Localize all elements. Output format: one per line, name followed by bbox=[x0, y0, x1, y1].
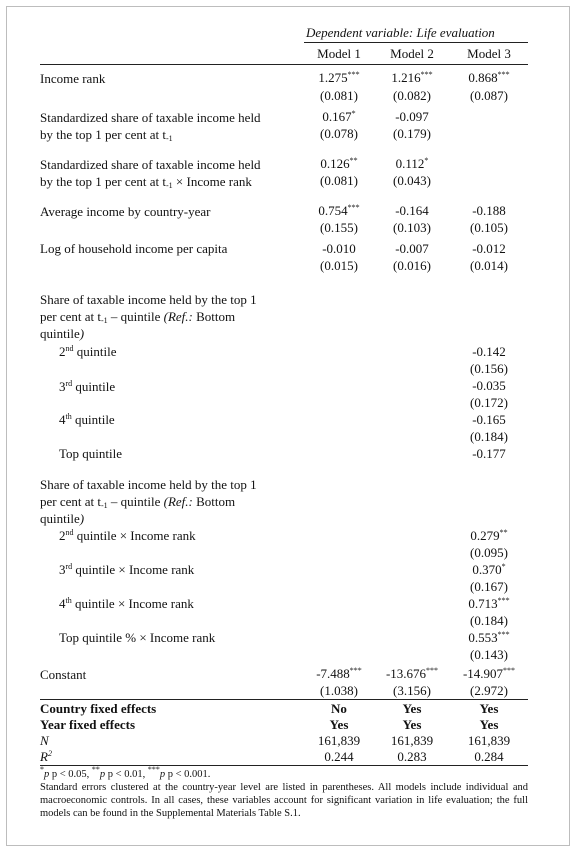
se-constant-m3: (2.972) bbox=[470, 683, 508, 698]
row-label-q4: 4th quintile bbox=[59, 412, 115, 427]
cell-r2-m2: 0.283 bbox=[397, 749, 427, 764]
se-income-rank-m1: (0.081) bbox=[320, 88, 358, 103]
cell-avg-income-m2: -0.164 bbox=[395, 203, 429, 218]
bottom-rule bbox=[40, 765, 528, 766]
se-log-hh-m1: (0.015) bbox=[320, 258, 358, 273]
cell-std-share-m1: 0.167* bbox=[322, 109, 356, 124]
model1-header: Model 1 bbox=[317, 46, 361, 61]
se-log-hh-m2: (0.016) bbox=[393, 258, 431, 273]
row-label-log-hh-income: Log of household income per capita bbox=[40, 241, 228, 256]
row-label-std-share-x-line2: by the top 1 per cent at $t_{-1}$ × Income rank bbox=[40, 174, 252, 190]
se-std-share-x-m2: (0.043) bbox=[393, 173, 431, 188]
row-label-constant: Constant bbox=[40, 667, 87, 682]
cell-q3-x-m3: 0.370* bbox=[472, 562, 506, 577]
cell-top-quintile-m3: -0.177 bbox=[472, 446, 506, 461]
quintile-block1-line3: quintile) bbox=[40, 326, 85, 341]
row-label-q2: 2nd quintile bbox=[59, 344, 117, 359]
row-label-q3-x: 3rd quintile × Income rank bbox=[59, 562, 195, 577]
se-std-share-x-m1: (0.081) bbox=[320, 173, 358, 188]
se-log-hh-m3: (0.014) bbox=[470, 258, 508, 273]
cell-log-hh-m1: -0.010 bbox=[322, 241, 356, 256]
se-constant-m1: (1.038) bbox=[320, 683, 358, 698]
cell-std-share-x-m2: 0.112* bbox=[395, 156, 429, 171]
cell-avg-income-m1: 0.754*** bbox=[318, 203, 360, 218]
cell-constant-m1: -7.488*** bbox=[316, 666, 362, 681]
se-income-rank-m3: (0.087) bbox=[470, 88, 508, 103]
cell-country-fe-m1: No bbox=[331, 701, 347, 716]
row-label-std-share-x-line1: Standardized share of taxable income held bbox=[40, 157, 261, 172]
cell-std-share-x-m1: 0.126** bbox=[320, 156, 358, 171]
cell-n-m2: 161,839 bbox=[390, 733, 434, 748]
row-label-std-share-line1: Standardized share of taxable income held bbox=[40, 110, 261, 125]
row-label-q3: 3rd quintile bbox=[59, 379, 116, 394]
cell-country-fe-m2: Yes bbox=[402, 701, 422, 716]
quintile-block1-line2: per cent at $t_{-1}$ – quintile (Ref.: Bottom bbox=[40, 309, 236, 325]
row-label-top-quintile-x: Top quintile % × Income rank bbox=[59, 630, 216, 645]
cell-constant-m2: -13.676*** bbox=[385, 666, 439, 681]
se-income-rank-m2: (0.082) bbox=[393, 88, 431, 103]
cell-income-rank-m1: 1.275*** bbox=[318, 70, 360, 85]
row-label-n: N bbox=[40, 733, 49, 748]
se-q3-m3: (0.172) bbox=[470, 395, 508, 410]
cell-std-share-m2: -0.097 bbox=[395, 109, 429, 124]
model2-header: Model 2 bbox=[390, 46, 434, 61]
cell-avg-income-m3: -0.188 bbox=[472, 203, 506, 218]
quintile-block2-line2: per cent at $t_{-1}$ – quintile (Ref.: Bottom bbox=[40, 494, 236, 510]
se-q2-x-m3: (0.095) bbox=[470, 545, 508, 560]
quintile-block1-line1: Share of taxable income held by the top 1 bbox=[40, 292, 257, 307]
row-label-top-quintile: Top quintile bbox=[59, 446, 123, 461]
row-label-country-fe: Country fixed effects bbox=[40, 701, 157, 716]
cell-q2-x-m3: 0.279** bbox=[470, 528, 508, 543]
cell-log-hh-m3: -0.012 bbox=[472, 241, 506, 256]
se-q4-m3: (0.184) bbox=[470, 429, 508, 444]
row-label-std-share-line2: by the top 1 per cent at $t_{-1}$ bbox=[40, 127, 173, 143]
cell-q4-m3: -0.165 bbox=[472, 412, 506, 427]
cell-country-fe-m3: Yes bbox=[479, 701, 499, 716]
dependent-variable-header: Dependent variable: Life evaluation bbox=[306, 25, 495, 40]
header-underline bbox=[304, 42, 528, 43]
se-constant-m2: (3.156) bbox=[393, 683, 431, 698]
se-std-share-m1: (0.078) bbox=[320, 126, 358, 141]
cell-q2-m3: -0.142 bbox=[472, 344, 506, 359]
se-q4-x-m3: (0.184) bbox=[470, 613, 508, 628]
header-rule bbox=[40, 64, 528, 65]
se-avg-income-m2: (0.103) bbox=[393, 220, 431, 235]
cell-constant-m3: -14.907*** bbox=[462, 666, 516, 681]
table-footnote: Standard errors clustered at the country-year level are listed in parentheses. All models include individual and macroeconomic controls. In all cases, these variables account for significant variation in life evaluation; the full models can be found in the Supplemental Materials Table S.1. bbox=[40, 782, 528, 819]
row-label-r2: $R^2$ bbox=[40, 749, 52, 764]
model3-header: Model 3 bbox=[467, 46, 511, 61]
cell-r2-m3: 0.284 bbox=[474, 749, 504, 764]
quintile-block2-line3: quintile) bbox=[40, 511, 85, 526]
constant-rule bbox=[40, 699, 528, 700]
se-avg-income-m1: (0.155) bbox=[320, 220, 358, 235]
row-label-avg-income: Average income by country-year bbox=[40, 204, 211, 219]
cell-n-m3: 161,839 bbox=[467, 733, 511, 748]
se-avg-income-m3: (0.105) bbox=[470, 220, 508, 235]
cell-income-rank-m2: 1.216*** bbox=[391, 70, 433, 85]
cell-year-fe-m2: Yes bbox=[402, 717, 422, 732]
cell-income-rank-m3: 0.868*** bbox=[468, 70, 510, 85]
quintile-block2-line1: Share of taxable income held by the top 1 bbox=[40, 477, 257, 492]
cell-q3-m3: -0.035 bbox=[472, 378, 506, 393]
row-label-q4-x: 4th quintile × Income rank bbox=[59, 596, 194, 611]
cell-year-fe-m1: Yes bbox=[329, 717, 349, 732]
se-top-quintile-x-m3: (0.143) bbox=[470, 647, 508, 662]
row-label-income-rank: Income rank bbox=[40, 71, 106, 86]
significance-note: *p p < 0.05, **p p < 0.01, ***p p < 0.001. bbox=[40, 765, 211, 780]
cell-r2-m1: 0.244 bbox=[324, 749, 354, 764]
cell-n-m1: 161,839 bbox=[317, 733, 361, 748]
cell-year-fe-m3: Yes bbox=[479, 717, 499, 732]
row-label-year-fe: Year fixed effects bbox=[40, 717, 136, 732]
se-q3-x-m3: (0.167) bbox=[470, 579, 508, 594]
cell-log-hh-m2: -0.007 bbox=[395, 241, 429, 256]
cell-top-quintile-x-m3: 0.553*** bbox=[468, 630, 510, 645]
se-std-share-m2: (0.179) bbox=[393, 126, 431, 141]
row-label-q2-x: 2nd quintile × Income rank bbox=[59, 528, 196, 543]
cell-q4-x-m3: 0.713*** bbox=[468, 596, 510, 611]
se-q2-m3: (0.156) bbox=[470, 361, 508, 376]
